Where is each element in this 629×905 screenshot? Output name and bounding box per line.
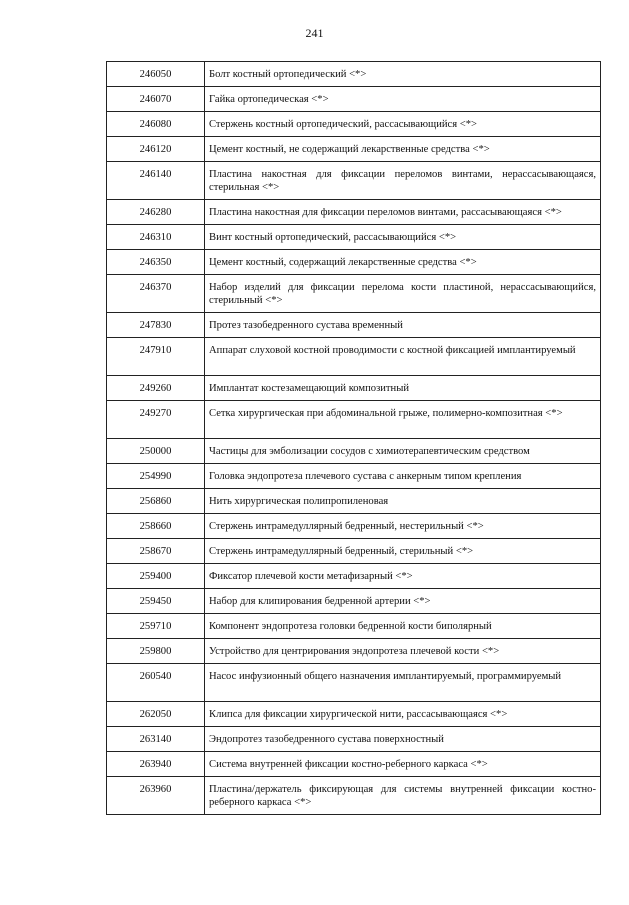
device-code-cell: 256860 — [107, 489, 205, 514]
device-name-cell: Стержень интрамедуллярный бедренный, стерильный <*> — [205, 539, 601, 564]
device-code-cell: 246050 — [107, 62, 205, 87]
table-row — [107, 702, 601, 727]
device-code-cell: 246350 — [107, 250, 205, 275]
device-name-cell: Пластина накостная для фиксации переломов винтами, нерассасывающаяся, стерильная <*> — [205, 162, 601, 200]
table-row — [107, 614, 601, 639]
device-name-cell: Головка эндопротеза плечевого сустава с анкерным типом крепления — [205, 464, 601, 489]
device-code-cell: 250000 — [107, 439, 205, 464]
table-row — [107, 62, 601, 87]
device-code-cell: 263940 — [107, 752, 205, 777]
device-code-cell: 259800 — [107, 639, 205, 664]
device-code-cell: 246310 — [107, 225, 205, 250]
device-name-cell: Эндопротез тазобедренного сустава поверхностный — [205, 727, 601, 752]
table-body — [107, 62, 601, 815]
table-row — [107, 112, 601, 137]
device-name-cell: Цемент костный, содержащий лекарственные средства <*> — [205, 250, 601, 275]
device-name-cell: Набор изделий для фиксации перелома кости пластиной, нерассасывающийся, стерильный <*> — [205, 275, 601, 313]
device-code-cell: 254990 — [107, 464, 205, 489]
device-name-cell: Гайка ортопедическая <*> — [205, 87, 601, 112]
table-row — [107, 87, 601, 112]
device-name-cell: Частицы для эмболизации сосудов с химиотерапевтическим средством — [205, 439, 601, 464]
device-name-cell: Аппарат слуховой костной проводимости с костной фиксацией имплантируемый — [205, 338, 601, 376]
device-code-cell: 246280 — [107, 200, 205, 225]
device-name-cell: Имплантат костезамещающий композитный — [205, 376, 601, 401]
device-name-cell: Стержень костный ортопедический, рассасывающийся <*> — [205, 112, 601, 137]
device-name-cell: Устройство для центрирования эндопротеза плечевой кости <*> — [205, 639, 601, 664]
table-row — [107, 514, 601, 539]
table-row — [107, 639, 601, 664]
device-code-cell: 249270 — [107, 401, 205, 439]
table-row — [107, 200, 601, 225]
device-code-cell: 246370 — [107, 275, 205, 313]
device-code-cell: 260540 — [107, 664, 205, 702]
device-code-cell: 259710 — [107, 614, 205, 639]
table-row — [107, 664, 601, 702]
device-name-cell: Сетка хирургическая при абдоминальной грыже, полимерно-композитная <*> — [205, 401, 601, 439]
device-name-cell: Компонент эндопротеза головки бедренной кости биполярный — [205, 614, 601, 639]
device-code-cell: 263960 — [107, 777, 205, 815]
device-name-cell: Пластина/держатель фиксирующая для системы внутренней фиксации костно-реберного каркаса <*> — [205, 777, 601, 815]
table-row — [107, 539, 601, 564]
device-name-cell: Клипса для фиксации хирургической нити, рассасывающаяся <*> — [205, 702, 601, 727]
table-row — [107, 376, 601, 401]
device-name-cell: Цемент костный, не содержащий лекарственные средства <*> — [205, 137, 601, 162]
device-code-cell: 263140 — [107, 727, 205, 752]
device-code-cell: 246080 — [107, 112, 205, 137]
table-row — [107, 162, 601, 200]
device-code-cell: 249260 — [107, 376, 205, 401]
table-row — [107, 137, 601, 162]
device-name-cell: Насос инфузионный общего назначения имплантируемый, программируемый — [205, 664, 601, 702]
table-row — [107, 275, 601, 313]
table-row — [107, 313, 601, 338]
table-row — [107, 225, 601, 250]
table-row — [107, 752, 601, 777]
table-row — [107, 489, 601, 514]
device-name-cell: Нить хирургическая полипропиленовая — [205, 489, 601, 514]
table-row — [107, 464, 601, 489]
page-number: 241 — [305, 26, 324, 40]
device-code-cell: 258660 — [107, 514, 205, 539]
device-name-cell: Стержень интрамедуллярный бедренный, нестерильный <*> — [205, 514, 601, 539]
table-row — [107, 564, 601, 589]
device-name-cell: Винт костный ортопедический, рассасывающийся <*> — [205, 225, 601, 250]
device-name-cell: Болт костный ортопедический <*> — [205, 62, 601, 87]
table-row — [107, 338, 601, 376]
device-table — [106, 61, 601, 815]
device-name-cell: Набор для клипирования бедренной артерии <*> — [205, 589, 601, 614]
table-row — [107, 777, 601, 815]
table-row — [107, 439, 601, 464]
device-code-cell: 246140 — [107, 162, 205, 200]
device-code-cell: 258670 — [107, 539, 205, 564]
device-code-cell: 246120 — [107, 137, 205, 162]
device-code-cell: 247910 — [107, 338, 205, 376]
device-code-cell: 247830 — [107, 313, 205, 338]
device-code-cell: 259450 — [107, 589, 205, 614]
device-name-cell: Пластина накостная для фиксации переломов винтами, рассасывающаяся <*> — [205, 200, 601, 225]
device-code-cell: 262050 — [107, 702, 205, 727]
device-code-cell: 259400 — [107, 564, 205, 589]
table-row — [107, 250, 601, 275]
device-name-cell: Фиксатор плечевой кости метафизарный <*> — [205, 564, 601, 589]
table-row — [107, 589, 601, 614]
device-name-cell: Система внутренней фиксации костно-реберного каркаса <*> — [205, 752, 601, 777]
device-code-cell: 246070 — [107, 87, 205, 112]
table-row — [107, 401, 601, 439]
table-row — [107, 727, 601, 752]
device-name-cell: Протез тазобедренного сустава временный — [205, 313, 601, 338]
